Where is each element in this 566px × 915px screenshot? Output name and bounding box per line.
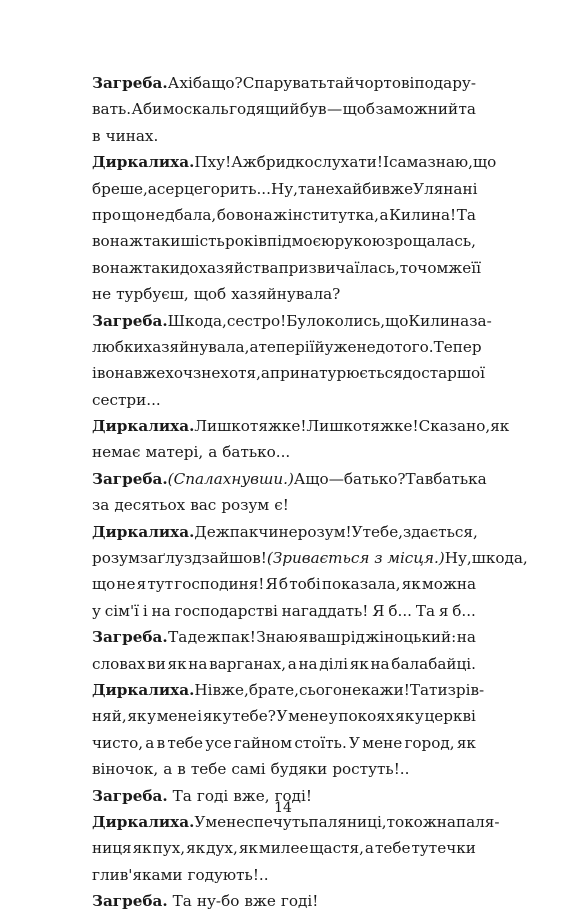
word: вать. [92, 100, 132, 119]
word: не [92, 285, 112, 304]
word: розум [92, 549, 140, 568]
word: як [167, 654, 187, 673]
word: не [341, 680, 362, 699]
word: Та [168, 628, 188, 647]
word: тепер [258, 337, 305, 356]
text-line [92, 360, 485, 386]
word: бреше, [92, 179, 148, 198]
word: спечуть [245, 812, 309, 831]
word: тебе [190, 760, 227, 779]
word: пух, [152, 839, 186, 858]
word: мене [362, 733, 403, 752]
word: зрів- [447, 680, 485, 699]
word: до [179, 258, 199, 277]
word: та [297, 179, 316, 198]
word: І [383, 153, 390, 172]
text-line [92, 439, 476, 465]
word: можна [421, 575, 476, 594]
word: як [349, 654, 369, 673]
word: заможний [375, 100, 459, 119]
word: А [293, 469, 306, 488]
text-line [92, 677, 485, 703]
word: Лишко [306, 417, 363, 436]
word: сама [389, 153, 428, 172]
word: інститутка, [287, 205, 379, 224]
word: як [401, 575, 421, 594]
word: Аж [231, 153, 257, 172]
word: б... [388, 601, 412, 620]
word: того. [394, 337, 434, 356]
word: ваш [308, 628, 341, 647]
word: милее [258, 839, 309, 858]
word: не [116, 575, 136, 594]
word: вже [244, 892, 276, 911]
word: а [147, 179, 157, 198]
word: в [424, 469, 434, 488]
word: Та [172, 786, 192, 805]
word: Та [405, 469, 425, 488]
word: в [177, 760, 186, 779]
word: же [448, 258, 472, 277]
word: гайном [233, 733, 293, 752]
word: призвичаїлась, [278, 258, 400, 277]
word: Аби [131, 100, 163, 119]
word: ну-бо [196, 892, 240, 911]
word: У [276, 707, 288, 726]
word: чом [417, 258, 449, 277]
word: де [187, 628, 207, 647]
word: що [92, 575, 116, 594]
word: що [472, 153, 497, 172]
word: ви [147, 654, 166, 673]
word: мене [156, 707, 197, 726]
word: в [156, 733, 166, 752]
word: чинах. [105, 126, 159, 145]
word: горить... [202, 179, 271, 198]
word: в [92, 126, 101, 145]
word: нагаддать! [281, 601, 369, 620]
word: пак! [221, 628, 256, 647]
word: вона [92, 232, 129, 251]
text-line [92, 492, 476, 518]
word: колись, [325, 311, 386, 330]
word: здається, [403, 522, 478, 541]
word: церкві [424, 707, 476, 726]
word: Тепер [433, 337, 482, 356]
word: самі [231, 760, 266, 779]
word: то [399, 258, 418, 277]
word: а [364, 839, 374, 858]
speaker-name: Загреба. [92, 892, 168, 911]
word: ти [429, 680, 448, 699]
word: на [188, 654, 208, 673]
word: і [142, 601, 148, 620]
word: — [328, 469, 344, 488]
word: про [92, 205, 121, 224]
word: глив'яками [92, 865, 183, 884]
word: як [202, 707, 222, 726]
word: уже [324, 337, 357, 356]
word: слухати! [313, 153, 384, 172]
word: Сказано, [418, 417, 491, 436]
stage-direction: (Зривається з місця.) [266, 549, 445, 568]
word: господарстві [174, 601, 278, 620]
word: за- [469, 311, 492, 330]
word: шкода, [471, 549, 528, 568]
word: принатурюється [269, 364, 403, 383]
word: а [145, 733, 155, 752]
word: я [438, 601, 449, 620]
word: таки [143, 232, 181, 251]
word: Де [194, 522, 216, 541]
text-line [92, 123, 476, 149]
word: жіноцький: [365, 628, 457, 647]
text-line [92, 571, 476, 597]
word: Та [456, 205, 476, 224]
word: вона [235, 205, 273, 224]
word: Та [409, 680, 430, 699]
text-line [92, 334, 482, 360]
text-line [92, 545, 528, 571]
word: за [139, 549, 158, 568]
speaker-name: Диркалиха. [92, 522, 195, 541]
text-line [92, 756, 476, 782]
word: хіба [179, 74, 212, 92]
word: хазяйнувала? [231, 285, 341, 304]
word: на [456, 628, 476, 647]
word: б... [452, 601, 476, 620]
word: і [304, 337, 310, 356]
word: моєю [291, 232, 335, 251]
word: є! [274, 496, 289, 515]
word: тяжке! [362, 417, 419, 436]
word: як [456, 733, 476, 752]
word: балабайці. [391, 654, 476, 673]
text-line [92, 413, 510, 439]
word: як [132, 839, 152, 858]
text-line [92, 862, 476, 888]
word: кожна [404, 812, 456, 831]
word: на [298, 654, 318, 673]
word: серце [156, 179, 203, 198]
text-line [92, 703, 476, 729]
word: Знаю [256, 628, 299, 647]
word: до [375, 337, 395, 356]
word: ж [129, 232, 144, 251]
word: няй, [92, 707, 127, 726]
word: Килина [408, 311, 470, 330]
word: тебе, [362, 522, 404, 541]
word: тяжке! [249, 417, 307, 436]
word: не [356, 337, 376, 356]
word: ж [206, 628, 221, 647]
word: брате, [248, 680, 299, 699]
text-line [92, 651, 476, 677]
word: сім'ї [104, 601, 139, 620]
word: пак [229, 522, 259, 541]
word: під [267, 232, 292, 251]
word: а [287, 654, 297, 673]
word: тебе? [232, 707, 276, 726]
word: тебе [167, 733, 203, 752]
page-number: 14 [274, 800, 292, 816]
word: таки [142, 258, 180, 277]
word: десятьох [114, 496, 186, 515]
word: паля- [455, 812, 500, 831]
word: сестри... [92, 390, 161, 409]
word: дбала, [165, 205, 217, 224]
word: бо [216, 205, 236, 224]
word: Уляна [413, 179, 463, 198]
word: чисто, [92, 733, 144, 752]
word: батька [433, 469, 487, 488]
word: ниця [92, 839, 132, 858]
word: що? [211, 74, 243, 92]
text-line [92, 308, 492, 334]
word: її [471, 258, 481, 277]
word: Ні [194, 680, 213, 699]
word: Ну, [444, 549, 472, 568]
speaker-name: Загреба. [92, 74, 168, 92]
word: та [458, 100, 476, 119]
word: знехотя, [193, 364, 261, 383]
word: а [260, 364, 270, 383]
word: годують!.. [187, 865, 269, 884]
word: вже, [233, 786, 270, 805]
word: та [326, 74, 345, 92]
word: мене [288, 707, 329, 726]
word: у [147, 707, 157, 726]
word: як [490, 417, 510, 436]
word: Шкода, [167, 311, 227, 330]
word: Пху! [194, 153, 232, 172]
word: У [349, 733, 361, 752]
speaker-name: Диркалиха. [92, 680, 195, 699]
word: розум [221, 496, 270, 515]
word: Я [372, 601, 385, 620]
text-line [92, 466, 487, 492]
word: чортові [354, 74, 415, 92]
word: щастя, [309, 839, 364, 858]
word: розум! [297, 522, 352, 541]
word: а [379, 205, 389, 224]
word: Та [415, 601, 435, 620]
text-line [92, 624, 476, 650]
word: годі! [274, 786, 312, 805]
word: господиня! [174, 575, 265, 594]
word: у [328, 707, 338, 726]
word: ґлузд [157, 549, 202, 568]
word: на [370, 654, 390, 673]
word: Спарувать [242, 74, 327, 92]
word: матері, [145, 443, 204, 462]
word: Ну, [270, 179, 298, 198]
word: рукою [334, 232, 386, 251]
word: років [225, 232, 267, 251]
text-line [92, 228, 476, 254]
word: Було [286, 311, 326, 330]
word: ні [462, 179, 478, 198]
word: щоб [342, 100, 376, 119]
word: що [305, 469, 329, 488]
word: до [402, 364, 422, 383]
word: А [167, 74, 180, 92]
word: ж [215, 522, 230, 541]
word: я [298, 628, 309, 647]
word: за [92, 496, 110, 515]
word: У [351, 522, 363, 541]
word: вона [92, 258, 129, 277]
word: тутечки [411, 839, 476, 858]
word: знаю, [427, 153, 473, 172]
word: вже [381, 179, 414, 198]
text-line [92, 70, 476, 96]
text-line [92, 598, 476, 624]
word: у [414, 707, 424, 726]
word: шість [180, 232, 225, 251]
word: Та [172, 892, 192, 911]
word: вона [96, 364, 134, 383]
speaker-name: Загреба. [92, 469, 168, 488]
word: батько? [343, 469, 406, 488]
word: турбуєш, [116, 285, 189, 304]
word: як [186, 839, 206, 858]
word: зрощалась, [385, 232, 476, 251]
word: вже, [212, 680, 249, 699]
word: я [136, 575, 147, 594]
word: батько... [222, 443, 291, 462]
word: на [151, 601, 171, 620]
word: старшої [421, 364, 485, 383]
word: ростуть!.. [332, 760, 410, 779]
speaker-name: Загреба. [92, 786, 168, 805]
speaker-name: Диркалиха. [92, 812, 195, 831]
word: бридко [256, 153, 314, 172]
text-line [92, 96, 476, 122]
text-line [92, 255, 481, 281]
word: як [395, 707, 415, 726]
word: словах [92, 654, 146, 673]
word: а [163, 760, 173, 779]
word: варганах, [209, 654, 287, 673]
stage-direction: (Спалахнувши.) [167, 469, 294, 488]
text-line [92, 387, 476, 413]
word: а [249, 337, 259, 356]
word: город, [404, 733, 455, 752]
text-line [92, 281, 476, 307]
word: нехай [315, 179, 363, 198]
word: вже [133, 364, 166, 383]
word: як [127, 707, 147, 726]
word: тут [147, 575, 174, 594]
word: дух, [206, 839, 238, 858]
text-line [92, 149, 497, 175]
word: немає [92, 443, 141, 462]
word: Я [265, 575, 278, 594]
word: хазяйнувала, [143, 337, 250, 356]
word: віночок, [92, 760, 159, 779]
word: мене [205, 812, 246, 831]
word: ж [128, 258, 143, 277]
text-line [92, 835, 476, 861]
word: що [385, 311, 409, 330]
word: годі! [280, 892, 319, 911]
word: у [222, 707, 232, 726]
word: ж [273, 205, 288, 224]
word: рід [340, 628, 365, 647]
word: москаль [162, 100, 229, 119]
word: покоях [338, 707, 395, 726]
text-line [92, 202, 476, 228]
word: — [326, 100, 343, 119]
word: паляниці, [308, 812, 387, 831]
word: У [194, 812, 206, 831]
word: вас [190, 496, 217, 515]
word: кажи! [361, 680, 410, 699]
word: подару- [414, 74, 476, 92]
word: чи [258, 522, 279, 541]
word: будяки [270, 760, 328, 779]
word: і [92, 364, 97, 383]
play-text [92, 70, 528, 915]
word: годящий [229, 100, 300, 119]
word: тебе [374, 839, 411, 858]
word: у [92, 601, 101, 620]
word: ділі [319, 654, 349, 673]
word: й [344, 74, 355, 92]
word: би [362, 179, 382, 198]
word: як [238, 839, 258, 858]
speaker-name: Диркалиха. [92, 153, 195, 172]
text-line [92, 519, 476, 545]
word: хазяйства [198, 258, 279, 277]
word: зайшов! [201, 549, 267, 568]
word: хоч [165, 364, 193, 383]
word: сестро! [226, 311, 287, 330]
word: то [386, 812, 405, 831]
word: Килина! [389, 205, 457, 224]
word: був [299, 100, 327, 119]
word: і [197, 707, 203, 726]
word: щоб [193, 285, 227, 304]
speaker-name: Диркалиха. [92, 417, 195, 436]
speaker-name: Загреба. [92, 628, 168, 647]
word: усе [205, 733, 232, 752]
word: тобі [289, 575, 321, 594]
word: їй [309, 337, 325, 356]
word: Лишко [194, 417, 250, 436]
word: годі [196, 786, 229, 805]
speaker-name: Загреба. [92, 311, 168, 330]
text-line [92, 176, 476, 202]
word: любки [92, 337, 144, 356]
word: не [278, 522, 298, 541]
text-line [92, 888, 476, 914]
word: сього [298, 680, 342, 699]
word: що [121, 205, 145, 224]
word: показала, [321, 575, 401, 594]
word: стоїть. [294, 733, 347, 752]
word: б [278, 575, 289, 594]
word: а [208, 443, 218, 462]
text-line [92, 730, 476, 756]
word: не [145, 205, 165, 224]
